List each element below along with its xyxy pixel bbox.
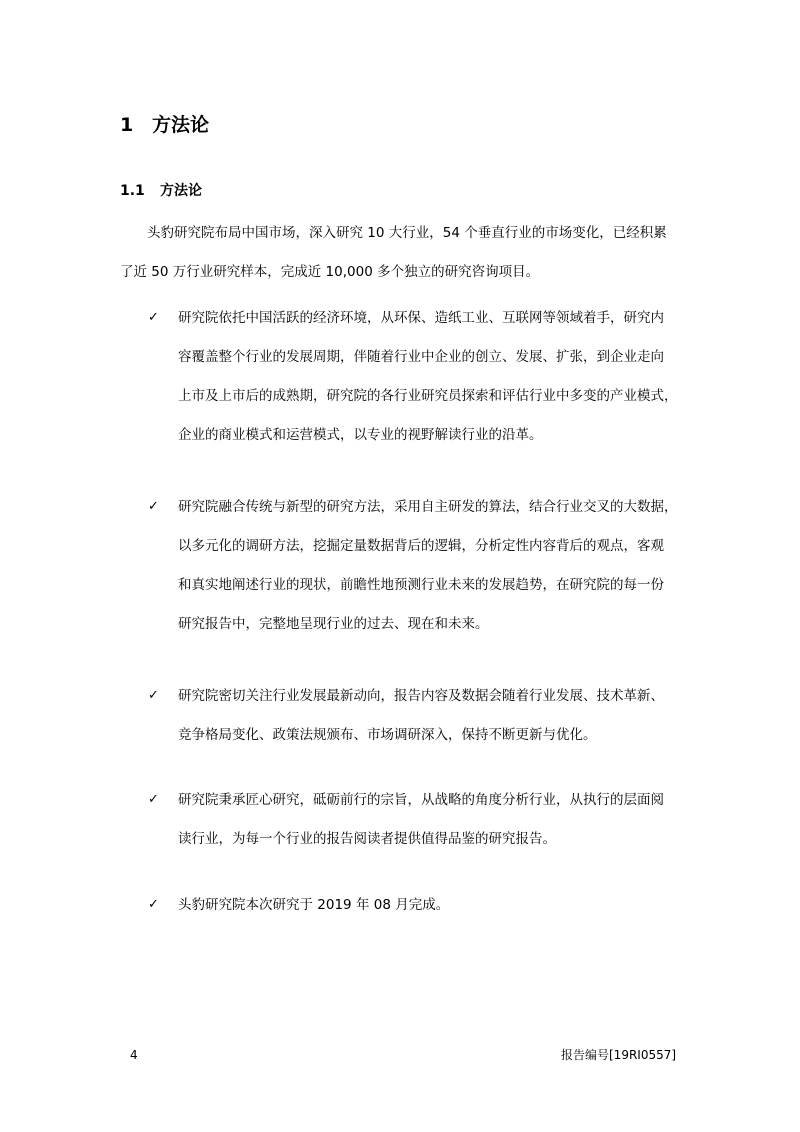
checkmark-icon: ✓ <box>148 792 159 807</box>
bullet-line: 以多元化的调研方法，挖掘定量数据背后的逻辑，分析定性内容背后的观点，客观 <box>178 538 664 554</box>
bullet-line: 企业的商业模式和运营模式，以专业的视野解读行业的沿革。 <box>178 427 543 443</box>
page-number: 4 <box>130 1048 138 1062</box>
bullet-text <box>178 892 698 931</box>
report-id: 报告编号[19RI0557] <box>561 1048 677 1062</box>
bullet-line: 研究报告中，完整地呈现行业的过去、现在和未来。 <box>178 616 489 632</box>
bullet-text <box>178 305 698 461</box>
bullet-line: 研究院密切关注行业发展最新动向，报告内容及数据会随着行业发展、技术革新、 <box>178 688 664 704</box>
bullet-line: 读行业，为每一个行业的报告阅读者提供值得品鉴的研究报告。 <box>178 831 556 847</box>
bullet-line: 头豹研究院本次研究于 2019 年 08 月完成。 <box>178 897 450 913</box>
chapter-title: 方法论 <box>152 114 210 136</box>
bullet-line: 研究院秉承匠心研究，砥砺前行的宗旨，从战略的角度分析行业，从执行的层面阅 <box>178 792 664 808</box>
chapter-heading <box>120 111 209 139</box>
checkmark-icon: ✓ <box>148 688 159 703</box>
bullet-line: 研究院融合传统与新型的研究方法，采用自主研发的算法，结合行业交叉的大数据， <box>178 499 678 515</box>
bullet-text <box>178 494 698 650</box>
checkmark-icon: ✓ <box>148 897 159 912</box>
checkmark-icon: ✓ <box>148 310 159 325</box>
section-title: 方法论 <box>160 183 202 199</box>
intro-line: 头豹研究院布局中国市场，深入研究 10 大行业，54 个垂直行业的市场变化，已经积累 <box>147 225 667 241</box>
bullet-line: 研究院依托中国活跃的经济环境，从环保、造纸工业、互联网等领域着手，研究内 <box>178 310 664 326</box>
bullet-text <box>178 683 698 761</box>
checkmark-icon: ✓ <box>148 499 159 514</box>
chapter-number: 1 <box>120 114 134 136</box>
section-heading <box>120 180 202 202</box>
intro-paragraph <box>120 220 690 285</box>
bullet-line: 竞争格局变化、政策法规颁布、市场调研深入，保持不断更新与优化。 <box>178 727 597 743</box>
bullet-line: 容覆盖整个行业的发展周期，伴随着行业中企业的创立、发展、扩张，到企业走向 <box>178 349 664 365</box>
bullet-text <box>178 787 698 865</box>
bullet-line: 和真实地阐述行业的现状，前瞻性地预测行业未来的发展趋势，在研究院的每一份 <box>178 577 664 593</box>
intro-line: 了近 50 万行业研究样本，完成近 10,000 多个独立的研究咨询项目。 <box>120 264 540 280</box>
section-number: 1.1 <box>120 183 145 199</box>
bullet-line: 上市及上市后的成熟期，研究院的各行业研究员探索和评估行业中多变的产业模式， <box>178 388 678 404</box>
